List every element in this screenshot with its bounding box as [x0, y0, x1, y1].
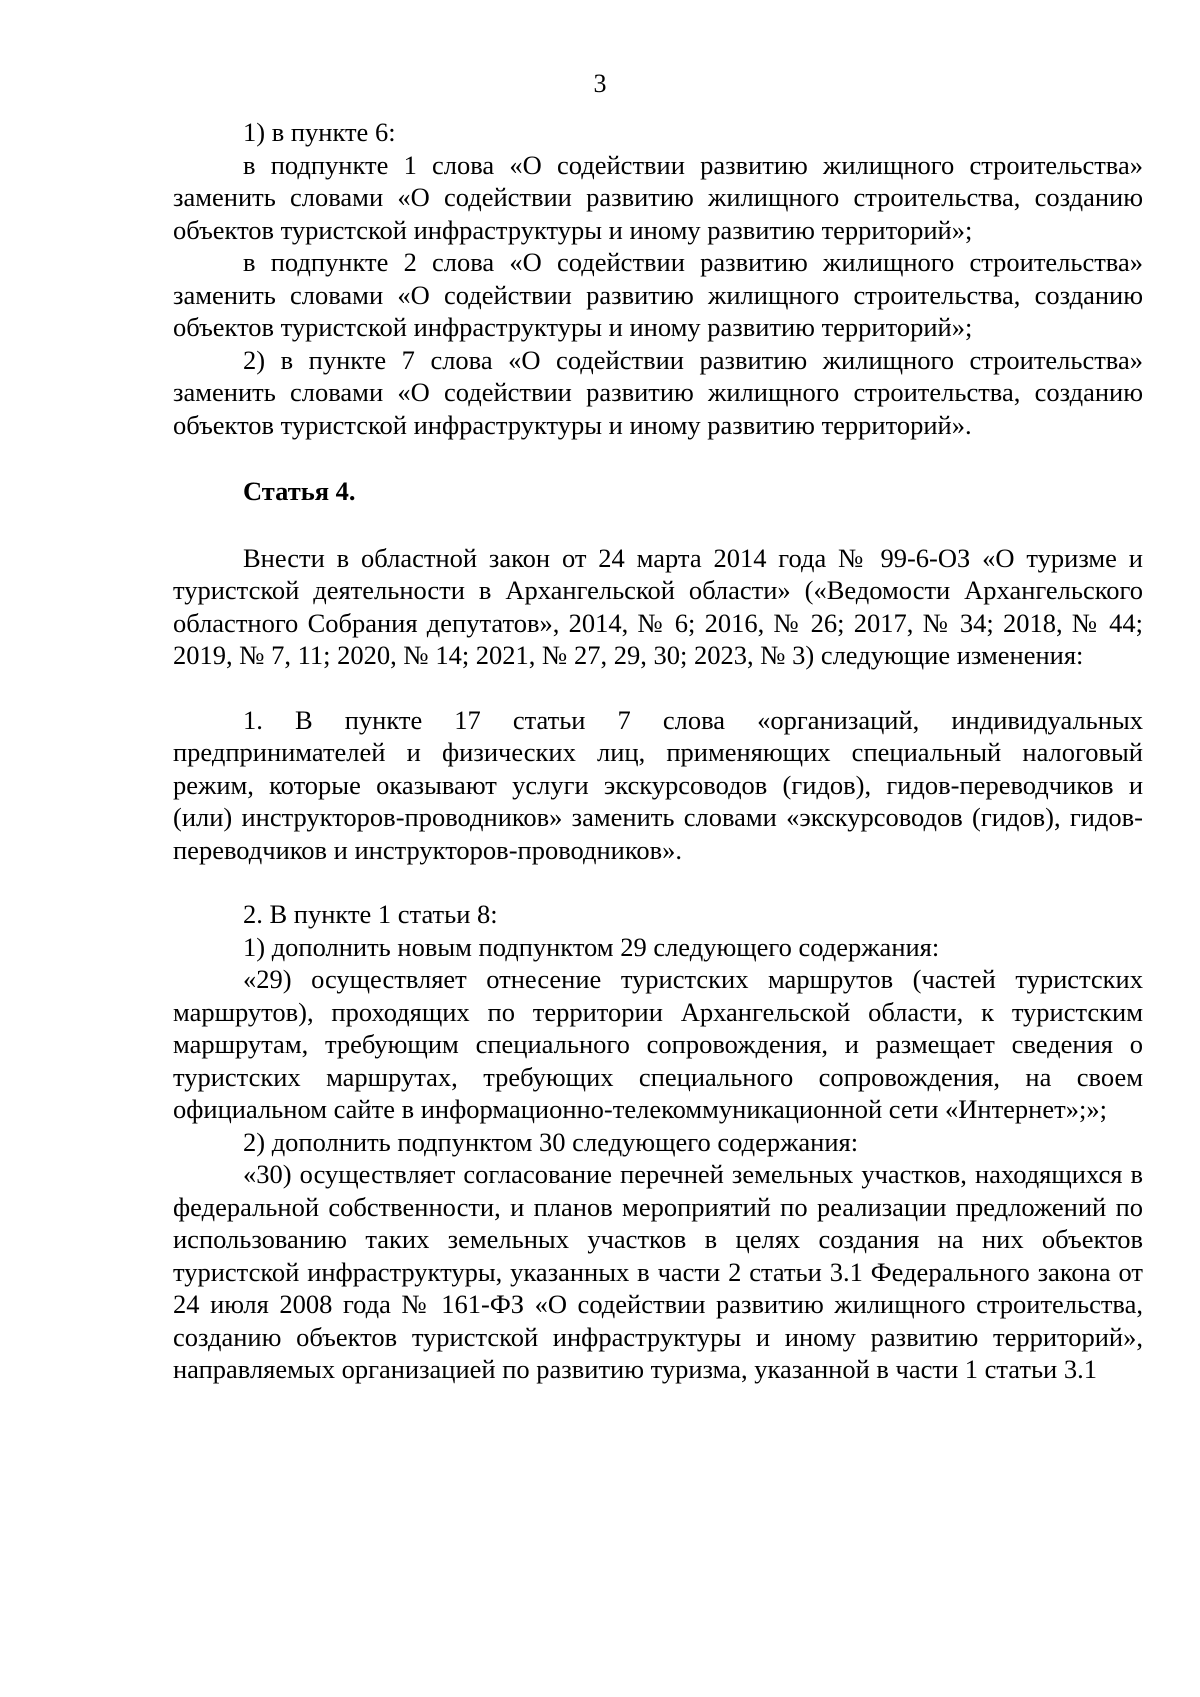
spacer [173, 866, 1143, 898]
article-heading: Статья 4. [243, 476, 356, 506]
paragraph-subitem-2: в подпункте 2 слова «О содействии развитию жилищного строительства» заменить словами «О содействии развитию жилищного строительства, созданию объектов туристской инфраструктуры и иному развитию территорий»; [173, 247, 1143, 342]
document-body [173, 116, 1143, 1386]
spacer [173, 672, 1143, 704]
amendment-paragraph-2: 2. В пункте 1 статьи 8: [243, 899, 498, 929]
amendment-subitem-2: 2) дополнить подпунктом 30 следующего содержания: [243, 1126, 859, 1157]
amendment-subitem-1: 1) дополнить новым подпунктом 29 следующего содержания: [243, 931, 940, 962]
page-number: 3 [593, 69, 607, 98]
article-intro-paragraph: Внести в областной закон от 24 марта 2014 года № 99-6-ОЗ «О туризме и туристской деятельности в Архангельской области» («Ведомости Архангельского областного Собрания депутатов», 2014, № 6; 2016, № 26; 2017, № 34; 2018, № 44; 2019, № 7, 11; 2020, № 14; 2021, № 27, 29, 30; 2023, № 3) следующие изменения: [173, 542, 1143, 670]
paragraph-item-2: 2) в пункте 7 слова «О содействии развитию жилищного строительства» заменить словами «О содействии развитию жилищного строительства, созданию объектов туристской инфраструктуры и иному развитию территорий». [173, 344, 1143, 440]
new-subpoint-29: «29) осуществляет отнесение туристских маршрутов (частей туристских маршрутов), проходящих по территории Архангельской области, к туристским маршрутам, требующим специального сопровождения, и размещает сведения о туристских маршрутах, требующих специального сопровождения, на своем официальном сайте в информационно-телекоммуникационной сети «Интернет»;»; [173, 964, 1143, 1124]
amendment-paragraph-1: 1. В пункте 17 статьи 7 слова «организаций, индивидуальных предпринимателей и физических лиц, применяющих специальный налоговый режим, которые оказывают услуги экскурсоводов (гидов), гидов-переводчиков и (или) инструкторов-проводников» заменить словами «экскурсоводов (гидов), гидов-переводчиков и инструкторов-проводников». [173, 704, 1143, 865]
paragraph-item-1: 1) в пункте 6: [243, 117, 396, 147]
spacer [173, 508, 1143, 542]
new-subpoint-30: «30) осуществляет согласование перечней земельных участков, находящихся в федеральной собственности, и планов мероприятий по реализации предложений по использованию таких земельных участков в целях создания на них объектов туристской инфраструктуры, указанных в части 2 статьи 3.1 Федерального закона от 24 июля 2008 года № 161-ФЗ «О содействии развитию жилищного строительства, созданию объектов туристской инфраструктуры и иному развитию территорий», направляемых организацией по развитию туризма, указанной в части 1 статьи 3.1 [173, 1159, 1143, 1384]
spacer [173, 441, 1143, 475]
paragraph-subitem-1: в подпункте 1 слова «О содействии развитию жилищного строительства» заменить словами «О содействии развитию жилищного строительства, созданию объектов туристской инфраструктуры и иному развитию территорий»; [173, 149, 1143, 245]
